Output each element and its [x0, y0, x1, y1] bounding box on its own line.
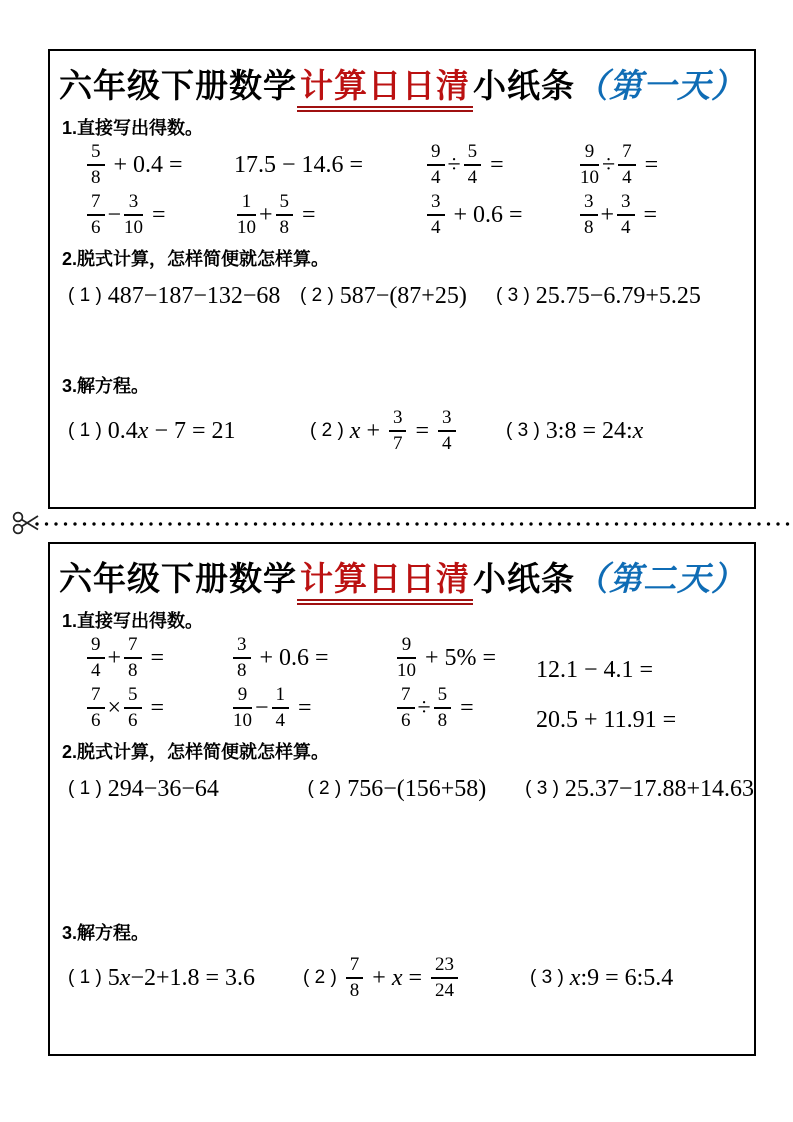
problem-number: ( 1 ) [68, 967, 102, 988]
fraction: $\frac{7}{6}$ [397, 685, 415, 731]
math-expression: $\frac{9}{4}$ ÷ $\frac{5}{4}$ = [424, 142, 504, 188]
section-label-quick-calc: 1.直接写出得数。 [62, 118, 204, 138]
quick-calc-item [424, 142, 577, 188]
title-highlight: 计算日日清 [297, 560, 473, 605]
problem-item [530, 965, 673, 992]
section-label-equations: 3.解方程。 [62, 923, 150, 943]
problem-item [68, 418, 310, 445]
fraction: $\frac{3}{8}$ [580, 192, 598, 238]
section-label-step-calc: 2.脱式计算，怎样简便就怎样算。 [62, 249, 330, 269]
fraction: $\frac{1}{4}$ [272, 685, 290, 731]
workspace [50, 806, 754, 912]
math-expression: 5 x −2+1.8 = 3.6 [107, 964, 256, 991]
fraction: $\frac{9}{4}$ [427, 142, 445, 188]
fraction: $\frac{7}{4}$ [618, 142, 636, 188]
quick-calc-item [577, 142, 754, 188]
problem-item [307, 776, 525, 803]
section-label-quick-calc: 1.直接写出得数。 [62, 611, 204, 631]
fraction: $\frac{5}{8}$ [276, 192, 294, 238]
math-expression: $\frac{1}{10}$ + $\frac{5}{8}$ = [237, 191, 316, 238]
math-expression: $\frac{9}{10}$ ÷ $\frac{7}{4}$ = [580, 141, 659, 188]
math-expression: $\frac{7}{6}$ ÷ $\frac{5}{8}$ = [394, 685, 474, 731]
math-expression: $\frac{9}{10}$ − $\frac{1}{4}$ = [233, 684, 312, 731]
quick-calc-item [536, 647, 754, 693]
problem-number: ( 2 ) [307, 778, 342, 799]
worksheet-title [54, 60, 750, 107]
math-expression: $\frac{7}{6}$ × $\frac{5}{6}$ = [84, 685, 164, 731]
fraction: $\frac{9}{4}$ [87, 635, 105, 681]
problem-number: ( 3 ) [506, 420, 540, 441]
problem-item [68, 776, 307, 803]
problem-number: ( 3 ) [496, 285, 530, 306]
fraction: $\frac{5}{4}$ [464, 142, 482, 188]
problems-row [50, 772, 754, 806]
title-suffix: 小纸条 [473, 67, 575, 104]
quick-calc-item [234, 142, 424, 188]
problem-number: ( 2 ) [303, 967, 337, 988]
math-expression: 587−(87+25) [339, 282, 467, 309]
quick-calc-item [424, 192, 577, 238]
math-expression: 25.75−6.79+5.25 [535, 282, 701, 309]
problem-number: ( 1 ) [68, 778, 102, 799]
day1-section [48, 49, 756, 509]
math-expression: $\frac{3}{8}$ + 0.6 = [230, 635, 329, 681]
fraction: $\frac{7}{8}$ [346, 955, 364, 1001]
quick-calc-item [84, 635, 230, 681]
problem-item [300, 283, 496, 310]
fraction: $\frac{23}{24}$ [431, 955, 458, 1001]
problems-row [50, 406, 754, 456]
problem-item [525, 776, 754, 803]
problem-item [496, 283, 701, 310]
math-expression: 12.1 − 4.1 = [536, 656, 654, 683]
fraction: $\frac{7}{6}$ [87, 685, 105, 731]
math-expression: $\frac{9}{10}$ + 5% = [397, 634, 497, 681]
fraction: $\frac{3}{10}$ [124, 191, 144, 238]
quick-calc-item [536, 697, 754, 743]
quick-calc-item [230, 685, 394, 731]
math-expression: 0.4 x − 7 = 21 [107, 417, 236, 444]
fraction: $\frac{1}{10}$ [237, 191, 256, 238]
problem-number: ( 3 ) [530, 967, 564, 988]
title-highlight: 计算日日清 [297, 67, 473, 112]
quick-calc-item [84, 142, 234, 188]
math-expression: x :9 = 6:5.4 [569, 964, 674, 991]
problem-item [303, 955, 530, 1001]
problem-item [68, 965, 303, 992]
worksheet-title [54, 553, 750, 600]
problems-row [50, 953, 754, 1003]
math-expression: $\frac{7}{6}$ − $\frac{3}{10}$ = [84, 192, 166, 238]
problems-row [50, 279, 754, 313]
section-label-equations: 3.解方程。 [62, 376, 150, 396]
quick-calc-item [394, 685, 536, 731]
problem-item [68, 283, 300, 310]
problem-item [506, 418, 643, 445]
fraction: $\frac{3}{8}$ [233, 635, 251, 681]
title-day-tag: （第一天） [575, 69, 745, 105]
workspace [50, 313, 754, 365]
section-label-step-calc: 2.脱式计算，怎样简便就怎样算。 [62, 742, 330, 762]
day2-section [48, 542, 756, 1056]
fraction: $\frac{5}{8}$ [87, 142, 105, 188]
math-expression: 756−(156+58) [347, 775, 487, 802]
fraction: $\frac{3}{4}$ [617, 192, 635, 238]
quick-calc-item [394, 635, 536, 681]
dotted-cut-line [33, 521, 792, 527]
fraction: $\frac{9}{10}$ [233, 684, 252, 731]
fraction: $\frac{3}{4}$ [427, 192, 445, 238]
math-expression: $\frac{3}{4}$ + 0.6 = [424, 192, 523, 238]
problem-number: ( 2 ) [310, 420, 344, 441]
fraction: $\frac{5}{8}$ [434, 685, 452, 731]
fraction: $\frac{9}{10}$ [397, 634, 416, 681]
problem-item [310, 408, 506, 454]
problem-number: ( 1 ) [68, 420, 102, 441]
problem-number: ( 1 ) [68, 285, 102, 306]
fraction: $\frac{3}{4}$ [438, 408, 456, 454]
title-day-tag: （第二天） [575, 562, 745, 598]
fraction: $\frac{7}{6}$ [87, 192, 105, 238]
fraction: $\frac{7}{8}$ [124, 635, 142, 681]
title-prefix: 六年级下册数学 [59, 67, 297, 104]
math-expression: 487−187−132−68 [107, 282, 281, 309]
math-expression: $\frac{9}{4}$ + $\frac{7}{8}$ = [84, 635, 164, 681]
quick-calc-grid [50, 635, 754, 731]
fraction: $\frac{3}{7}$ [389, 408, 407, 454]
fraction: $\frac{5}{6}$ [124, 685, 142, 731]
math-expression: 25.37−17.88+14.63 [564, 775, 754, 802]
math-expression: 17.5 − 14.6 = [234, 151, 364, 178]
title-prefix: 六年级下册数学 [59, 560, 297, 597]
fraction: $\frac{9}{10}$ [580, 141, 599, 188]
quick-calc-item [577, 192, 754, 238]
math-expression: $\frac{3}{8}$ + $\frac{3}{4}$ = [577, 192, 657, 238]
math-expression: 20.5 + 11.91 = [536, 706, 677, 733]
math-expression: $\frac{7}{8}$ + x = $\frac{23}{24}$ [343, 955, 461, 1001]
problem-number: ( 2 ) [300, 285, 334, 306]
problem-number: ( 3 ) [525, 778, 559, 799]
quick-calc-item [230, 635, 394, 681]
quick-calc-grid [50, 142, 754, 238]
cut-line [0, 508, 793, 542]
quick-calc-item [84, 192, 234, 238]
math-expression: 294−36−64 [107, 775, 219, 802]
math-expression: 3:8 = 24: x [545, 417, 644, 444]
title-suffix: 小纸条 [473, 560, 575, 597]
math-expression: $\frac{5}{8}$ + 0.4 = [84, 142, 183, 188]
quick-calc-item [84, 685, 230, 731]
math-expression: x + $\frac{3}{7}$ = $\frac{3}{4}$ [350, 408, 459, 454]
quick-calc-item [234, 192, 424, 238]
